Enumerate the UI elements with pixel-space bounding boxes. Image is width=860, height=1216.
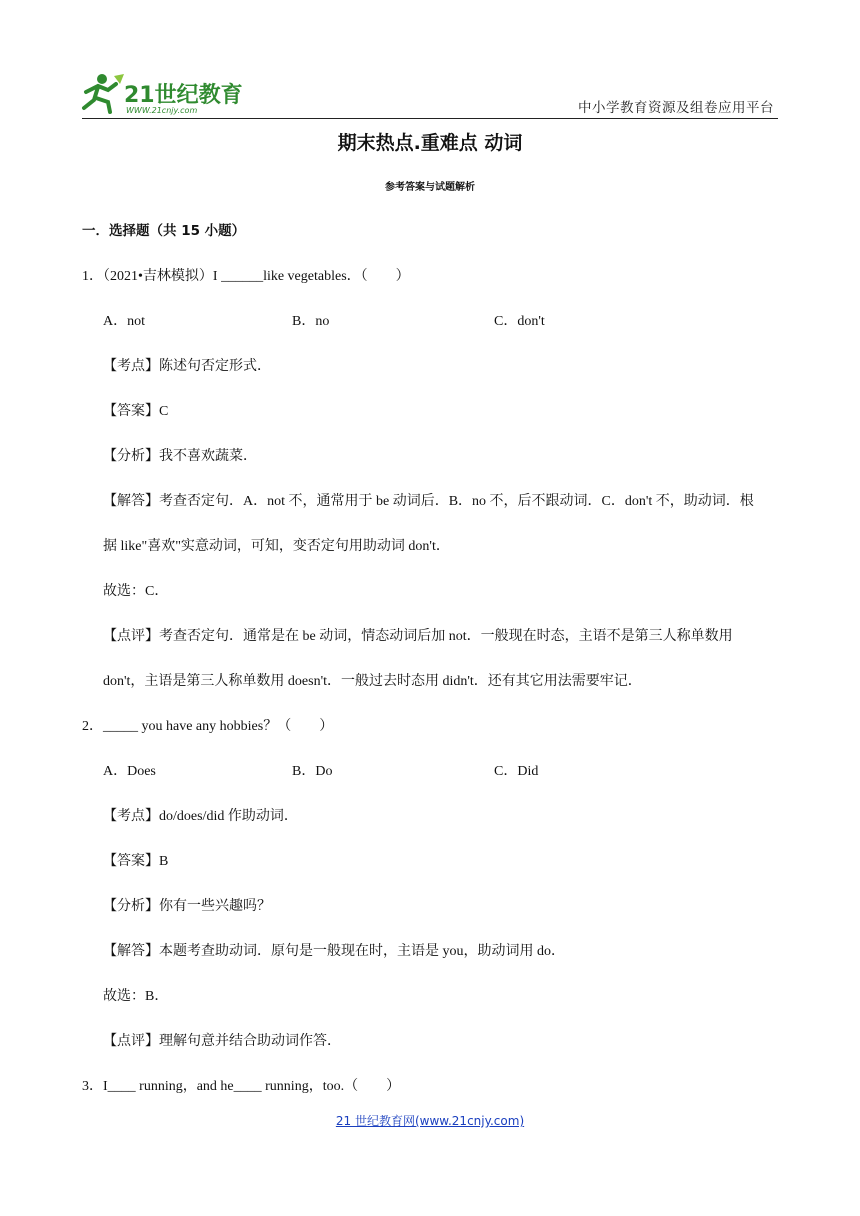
- header-divider: [82, 118, 778, 119]
- q1-dianping-line2: don't，主语是第三人称单数用 doesn't．一般过去时态用 didn't．还有其它用法需要牢记．: [103, 674, 642, 689]
- q1-stem: 1．（2021•吉林模拟）I ______like vegetables．（ ）: [82, 269, 410, 284]
- q1-jieda-line2: 据 like"喜欢"实意动词，可知，变否定句用助动词 don't．: [103, 539, 450, 554]
- runner-logo-icon: [80, 70, 250, 116]
- page-subtitle: 参考答案与试题解析: [385, 182, 475, 193]
- q2-answer: 【答案】B: [103, 854, 169, 869]
- logo: [80, 70, 250, 116]
- q2-option-a: A．Does: [103, 764, 156, 779]
- q1-option-b: B．no: [292, 314, 330, 329]
- q1-option-a: A．not: [103, 314, 145, 329]
- q2-jieda: 【解答】本题考查助动词．原句是一般现在时，主语是 you，助动词用 do．: [103, 944, 565, 959]
- logo-text: 21世纪教育: [124, 83, 243, 108]
- q2-dianping: 【点评】理解句意并结合助动词作答．: [103, 1034, 341, 1049]
- q3-stem: 3．I____ running，and he____ running，too.（ ）: [82, 1079, 401, 1094]
- q1-kaodian: 【考点】陈述句否定形式．: [103, 359, 271, 374]
- q2-guxuan: 故选：B．: [103, 989, 169, 1004]
- q1-fenxi: 【分析】我不喜欢蔬菜．: [103, 449, 257, 464]
- q2-stem: 2．_____ you have any hobbies？（ ）: [82, 719, 334, 734]
- q1-jieda-line1: 【解答】考查否定句．A．not 不，通常用于 be 动词后．B．no 不，后不跟动词．C．don't 不，助动词．根: [103, 494, 754, 509]
- q1-guxuan: 故选：C．: [103, 584, 169, 599]
- platform-name: 中小学教育资源及组卷应用平台: [578, 100, 774, 116]
- q2-fenxi: 【分析】你有一些兴趣吗？: [103, 899, 271, 914]
- q2-kaodian: 【考点】do/does/did 作助动词．: [103, 809, 298, 824]
- q2-option-c: C．Did: [494, 764, 539, 779]
- q1-option-c: C．don't: [494, 314, 545, 329]
- q2-option-b: B．Do: [292, 764, 333, 779]
- logo-url: WWW.21cnjy.com: [126, 106, 198, 115]
- page-title: 期末热点.重难点 动词: [337, 132, 523, 154]
- q1-dianping-line1: 【点评】考查否定句．通常是在 be 动词，情态动词后加 not．一般现在时态，主语不是第三人称单数用: [103, 629, 733, 644]
- footer-link[interactable]: 21 世纪教育网(www.21cnjy.com): [335, 1114, 525, 1128]
- q1-answer: 【答案】C: [103, 404, 169, 419]
- section-heading: 一．选择题（共 15 小题）: [82, 223, 246, 239]
